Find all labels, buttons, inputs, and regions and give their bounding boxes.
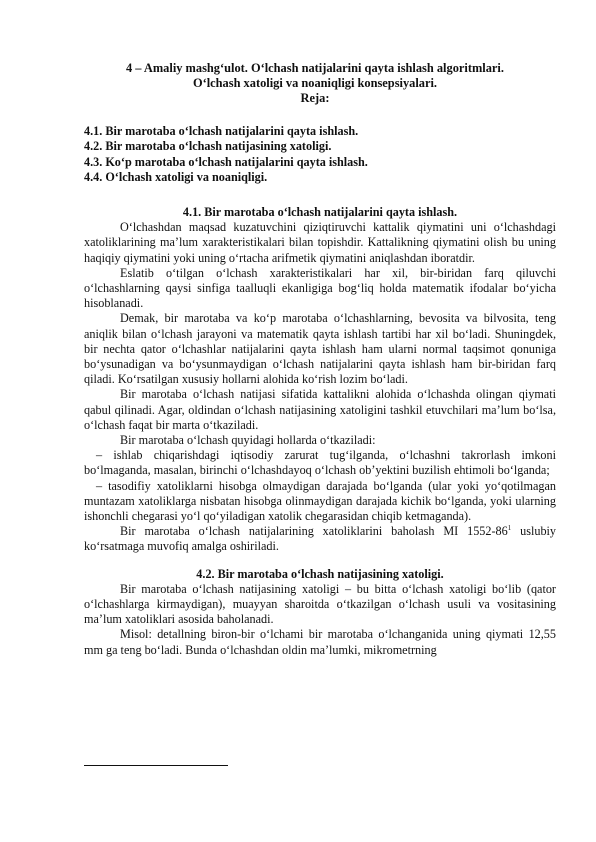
paragraph: [84, 524, 556, 554]
paragraph: Bir marotaba o‘lchash quyidagi hollarda o‘tkaziladi:: [120, 433, 376, 448]
footnote-divider: [84, 765, 228, 766]
plan-list: [84, 124, 368, 186]
footnote-marker: 1: [507, 524, 512, 533]
plan-item: 4.1. Bir marotaba o‘lchash natijalarini qayta ishlash.: [84, 124, 359, 138]
paragraph: Demak, bir marotaba va ko‘p marotaba o‘lchashlarning, bevosita va bilvosita, teng aniqlik bilan o‘lchash jarayoni va matematik qayta ishlash tartibi har xil bo‘ladi. Shuningdek, bir nechta qator o‘lchashlar natijalarini qayta ishlash ham ularni normal taqsimot qonuniga bo‘ysunadigan va bo‘ysunmaydigan o‘lchash natijalarini qayta ishlash ham bir-biridan farq qiladi. Ko‘rsatilgan xususiy hollarni alohida ko‘rish lozim bo‘ladi.: [84, 311, 556, 387]
body-text: [84, 205, 556, 658]
section-heading: 4.2. Bir marotaba o‘lchash natijasining xatoligi.: [196, 566, 444, 581]
paragraph-text: Bir marotaba o‘lchash natijalarining xatoliklarini baholash MI 1552-86: [120, 524, 508, 539]
title-line-3: Reja:: [300, 91, 330, 105]
section-heading: 4.1. Bir marotaba o‘lchash natijalarini qayta ishlash.: [182, 205, 458, 219]
title-line-1: 4 – Amaliy mashg‘ulot. O‘lchash natijalarini qayta ishlash algoritmlari.: [126, 61, 504, 75]
paragraph: Bir marotaba o‘lchash natijasining xatoligi – bu bitta o‘lchash xatoligi bo‘lib (qator o‘lchashlarga kirmaydigan), muayyan sharoitda o‘tkazilgan o‘lchash usuli va vositasining ma’lum xatoliklari asosida baholanadi.: [84, 581, 556, 627]
title-line-2: O‘lchash xatoligi va noaniqligi konsepsiyalari.: [192, 76, 438, 90]
paragraph-text: uslubiy ko‘rsatmaga muvofiq amalga oshiriladi.: [84, 524, 557, 554]
paragraph: O‘lchashdan maqsad kuzatuvchini qiziqtiruvchi kattalik qiymatini uni o‘lchashdagi xatoliklarining ma’lum xarakteristikalari bilan topishdir. Kattalikning qiymatini olish bu uning haqiqiy qiymatini yoki uning o‘rtacha arifmetik qiymatini aniqlashdan iboratdir.: [84, 220, 556, 265]
dash-list-item: – ishlab chiqarishdagi iqtisodiy zarurat tug‘ilganda, o‘lchashni takrorlash imkoni bo‘lmaganda, masalan, birinchi o‘lchashdayoq o‘lchash ob’yektini buzilish ehtimoli bo‘lganda;: [84, 448, 556, 478]
paragraph: Bir marotaba o‘lchash natijasi sifatida kattalikni alohida o‘lchashda olingan qiymati qabul qilinadi. Agar, oldindan o‘lchash natijasining xatoligini tashkil etuvchilari ma’lum bo‘lsa, o‘lchash faqat bir marta o‘tkaziladi.: [84, 387, 556, 432]
paragraph: Eslatib o‘tilgan o‘lchash xarakteristikalari har xil, bir-biridan farq qiluvchi o‘lchashlarning qaysi sinfiga taalluqli ekanligiga bog‘liq holda matematik ifodalar bo‘yicha hisoblanadi.: [84, 265, 556, 311]
spacer: [84, 555, 556, 567]
page-title: [82, 61, 548, 106]
plan-item: 4.2. Bir marotaba o‘lchash natijasining xatoligi.: [84, 139, 332, 154]
plan-item: 4.4. O‘lchash xatoligi va noaniqligi.: [84, 170, 268, 185]
paragraph: Misol: detallning biron-bir o‘lchami bir marotaba o‘lchanganida uning qiymati 12,55 mm ga teng bo‘ladi. Bunda o‘lchashdan oldin ma’lumki, mikrometrning: [84, 627, 556, 657]
dash-list-item: – tasodifiy xatoliklarni hisobga olmaydigan darajada bo‘lganda (ular yoki yo‘qotilmagan muntazam xatoliklarga nisbatan hisobga olinmaydigan darajada kichik bo‘lganda, yoki ularning ishonchli chegarasi yo‘l qo‘yiladigan xatolik chegarasidan chiqib ketmaganda).: [84, 478, 556, 524]
plan-item: 4.3. Ko‘p marotaba o‘lchash natijalarini qayta ishlash.: [84, 154, 368, 169]
